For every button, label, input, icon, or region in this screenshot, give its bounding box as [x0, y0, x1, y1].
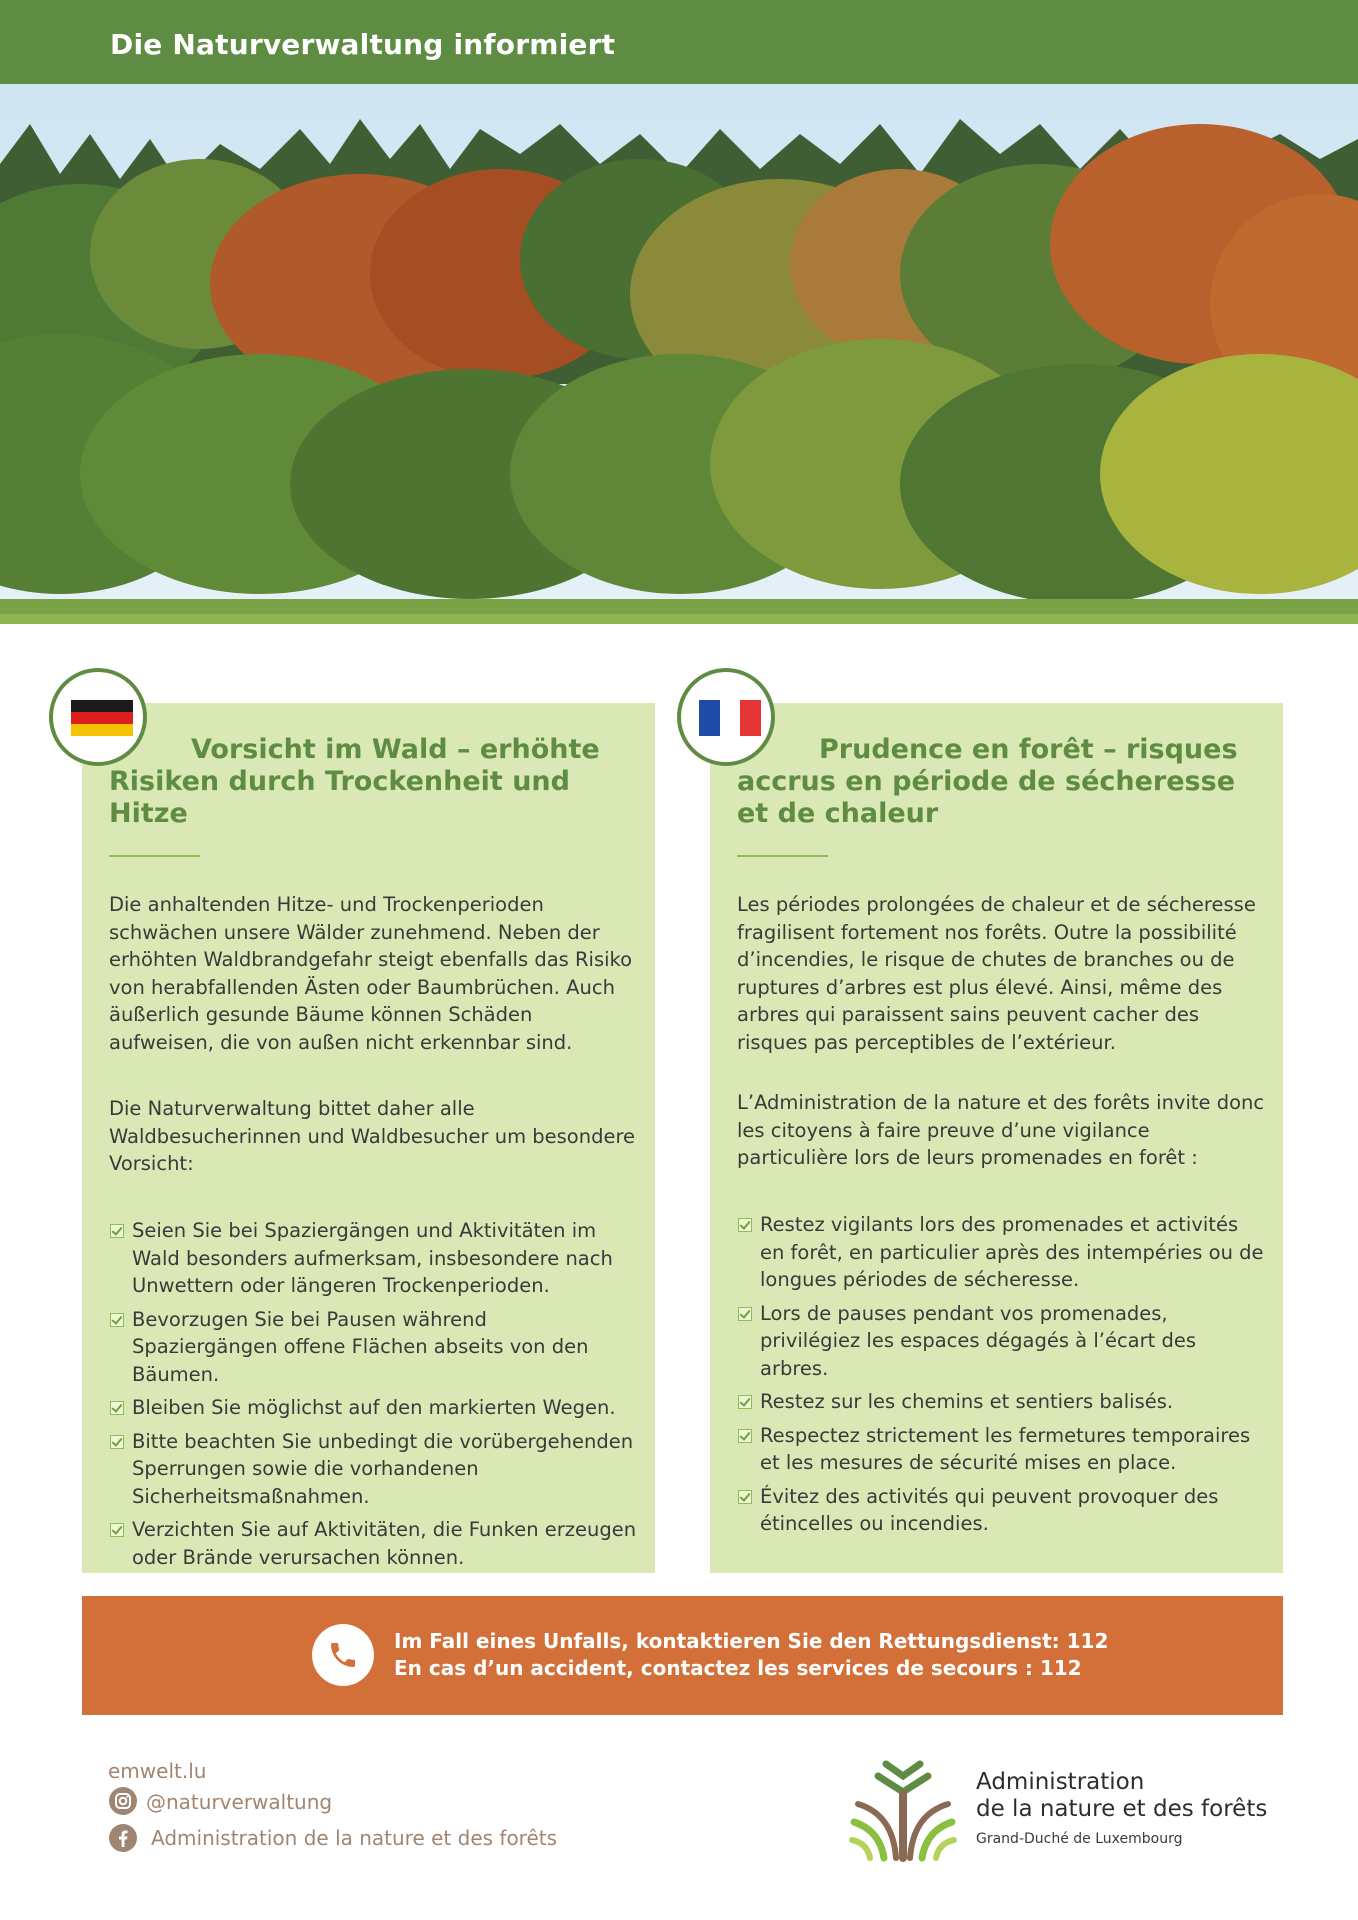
facebook-icon[interactable]: [108, 1823, 138, 1853]
emergency-text-de: Im Fall eines Unfalls, kontaktieren Sie den Rettungsdienst: 112: [394, 1629, 1109, 1653]
checkbox-icon: [110, 1224, 124, 1238]
emergency-banner: [82, 1596, 1283, 1715]
website-link[interactable]: emwelt.lu: [108, 1759, 207, 1783]
germany-flag-icon: [49, 668, 147, 766]
phone-icon: [312, 1624, 374, 1686]
org-name-line2: de la nature et des forêts: [976, 1796, 1268, 1822]
checkbox-icon: [738, 1395, 752, 1409]
section-card-de: [82, 703, 655, 1573]
list-item: Bitte beachten Sie unbedingt die vorübergehenden Sperrungen sowie die vorhandenen Sicherheitsmaßnahmen.: [109, 1428, 637, 1511]
list-item: Restez vigilants lors des promenades et activités en forêt, en particulier après des intempéries ou de longues périodes de sécheresse.: [737, 1211, 1265, 1294]
instagram-link[interactable]: @naturverwaltung: [146, 1790, 333, 1814]
section-title: Vorsicht im Wald – erhöhte Risiken durch Trockenheit und Hitze: [109, 734, 600, 829]
france-flag-icon: [677, 668, 775, 766]
divider: [737, 855, 828, 857]
list-item: Restez sur les chemins et sentiers balisés.: [737, 1388, 1265, 1416]
list-item: Lors de pauses pendant vos promenades, privilégiez les espaces dégagés à l’écart des arbres.: [737, 1300, 1265, 1383]
checkbox-icon: [738, 1490, 752, 1504]
header-bar: [0, 0, 1358, 84]
org-name-line1: Administration: [976, 1769, 1145, 1795]
list-item: Seien Sie bei Spaziergängen und Aktivitäten im Wald besonders aufmerksam, insbesondere nach Unwettern oder längeren Trockenperioden.: [109, 1217, 637, 1300]
list-item: Respectez strictement les fermetures temporaires et les mesures de sécurité mises en place.: [737, 1422, 1265, 1477]
checklist: [737, 1211, 1265, 1538]
checkbox-icon: [738, 1307, 752, 1321]
list-item: Verzichten Sie auf Aktivitäten, die Funken erzeugen oder Brände verursachen können.: [109, 1516, 637, 1571]
checklist: [109, 1217, 637, 1571]
section-title: Prudence en forêt – risques accrus en période de sécheresse et de chaleur: [737, 734, 1238, 829]
facebook-link[interactable]: Administration de la nature et des forêts: [151, 1826, 558, 1850]
checkbox-icon: [110, 1401, 124, 1415]
divider: [109, 855, 200, 857]
forest-photo: [0, 84, 1358, 624]
administration-logo: [848, 1754, 958, 1864]
checkbox-icon: [110, 1435, 124, 1449]
paragraph: Die Naturverwaltung bittet daher alle Waldbesucherinnen und Waldbesucher um besondere Vorsicht:: [109, 1097, 636, 1175]
section-card-fr: [710, 703, 1283, 1573]
instagram-icon[interactable]: [108, 1786, 138, 1816]
list-item: Bleiben Sie möglichst auf den markierten Wegen.: [109, 1394, 637, 1422]
page-title: Die Naturverwaltung informiert: [110, 28, 616, 61]
checkbox-icon: [738, 1429, 752, 1443]
list-item: Bevorzugen Sie bei Pausen während Spaziergängen offene Flächen abseits von den Bäumen.: [109, 1306, 637, 1389]
paragraph: Les périodes prolongées de chaleur et de sécheresse fragilisent fortement nos forêts. Outre la possibilité d’incendies, le risque de chutes de branches ou de ruptures d’arbres est plus élevé. Ainsi, même des arbres qui paraissent sains peuvent cacher des risques pas perceptibles de l’extérieur.: [737, 893, 1256, 1054]
org-subtitle: Grand-Duché de Luxembourg: [976, 1831, 1183, 1847]
checkbox-icon: [738, 1218, 752, 1232]
paragraph: L’Administration de la nature et des forêts invite donc les citoyens à faire preuve d’une vigilance particulière lors de leurs promenades en forêt :: [737, 1091, 1265, 1169]
checkbox-icon: [110, 1313, 124, 1327]
list-item: Évitez des activités qui peuvent provoquer des étincelles ou incendies.: [737, 1483, 1265, 1538]
emergency-text-fr: En cas d’un accident, contactez les services de secours : 112: [394, 1656, 1082, 1680]
paragraph: Die anhaltenden Hitze- und Trockenperioden schwächen unsere Wälder zunehmend. Neben der erhöhten Waldbrandgefahr steigt ebenfalls das Risiko von herabfallenden Ästen oder Baumbrüchen. Auch äußerlich gesunde Bäume können Schäden aufweisen, die von außen nicht erkennbar sind.: [109, 893, 633, 1054]
checkbox-icon: [110, 1523, 124, 1537]
